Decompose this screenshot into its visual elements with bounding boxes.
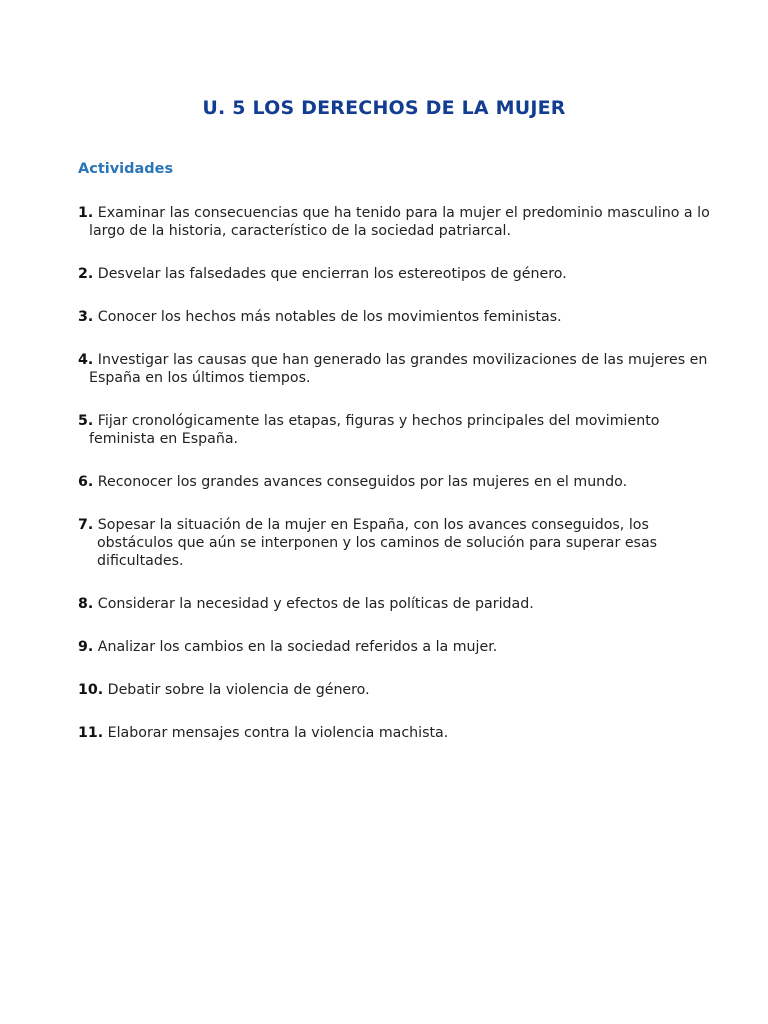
activity-number: 8. [78, 596, 94, 612]
activities-list [78, 204, 718, 767]
activity-text: Analizar los cambios en la sociedad referidos a la mujer. [97, 639, 498, 655]
activity-number: 3. [78, 309, 94, 325]
activity-number: 6. [78, 474, 94, 490]
activity-text: Fijar cronológicamente las etapas, figuras y hechos principales del movimiento feminista en España. [89, 413, 660, 447]
activity-number: 9. [78, 639, 94, 655]
activity-number: 1. [78, 205, 94, 221]
activity-number: 5. [78, 413, 94, 429]
list-item [78, 412, 718, 448]
list-item [78, 724, 718, 742]
list-item [78, 516, 718, 570]
list-item [78, 265, 718, 283]
list-item [78, 204, 718, 240]
activity-number: 10. [78, 682, 104, 698]
activity-text: Desvelar las falsedades que encierran los estereotipos de género. [97, 266, 567, 282]
list-item [78, 681, 718, 699]
activity-text: Examinar las consecuencias que ha tenido para la mujer el predominio masculino a lo largo de la historia, característico de la sociedad patriarcal. [89, 205, 710, 239]
activity-text: Sopesar la situación de la mujer en España, con los avances conseguidos, los obstáculos que aún se interponen y los caminos de solución para superar esas dificultades. [97, 517, 658, 569]
activity-text: Reconocer los grandes avances conseguidos por las mujeres en el mundo. [97, 474, 628, 490]
list-item [78, 473, 718, 491]
activity-number: 4. [78, 352, 94, 368]
activity-text: Debatir sobre la violencia de género. [107, 682, 370, 698]
page-title: U. 5 LOS DERECHOS DE LA MUJER [202, 97, 566, 119]
list-item [78, 351, 718, 387]
activity-text: Elaborar mensajes contra la violencia machista. [107, 725, 449, 741]
activity-number: 7. [78, 517, 94, 533]
activity-number: 11. [78, 725, 104, 741]
section-heading: Actividades [78, 161, 174, 177]
activity-text: Investigar las causas que han generado las grandes movilizaciones de las mujeres en España en los últimos tiempos. [89, 352, 708, 386]
list-item [78, 595, 718, 613]
activity-text: Conocer los hechos más notables de los movimientos feministas. [97, 309, 562, 325]
list-item [78, 308, 718, 326]
list-item [78, 638, 718, 656]
activity-text: Considerar la necesidad y efectos de las políticas de paridad. [97, 596, 534, 612]
activity-number: 2. [78, 266, 94, 282]
